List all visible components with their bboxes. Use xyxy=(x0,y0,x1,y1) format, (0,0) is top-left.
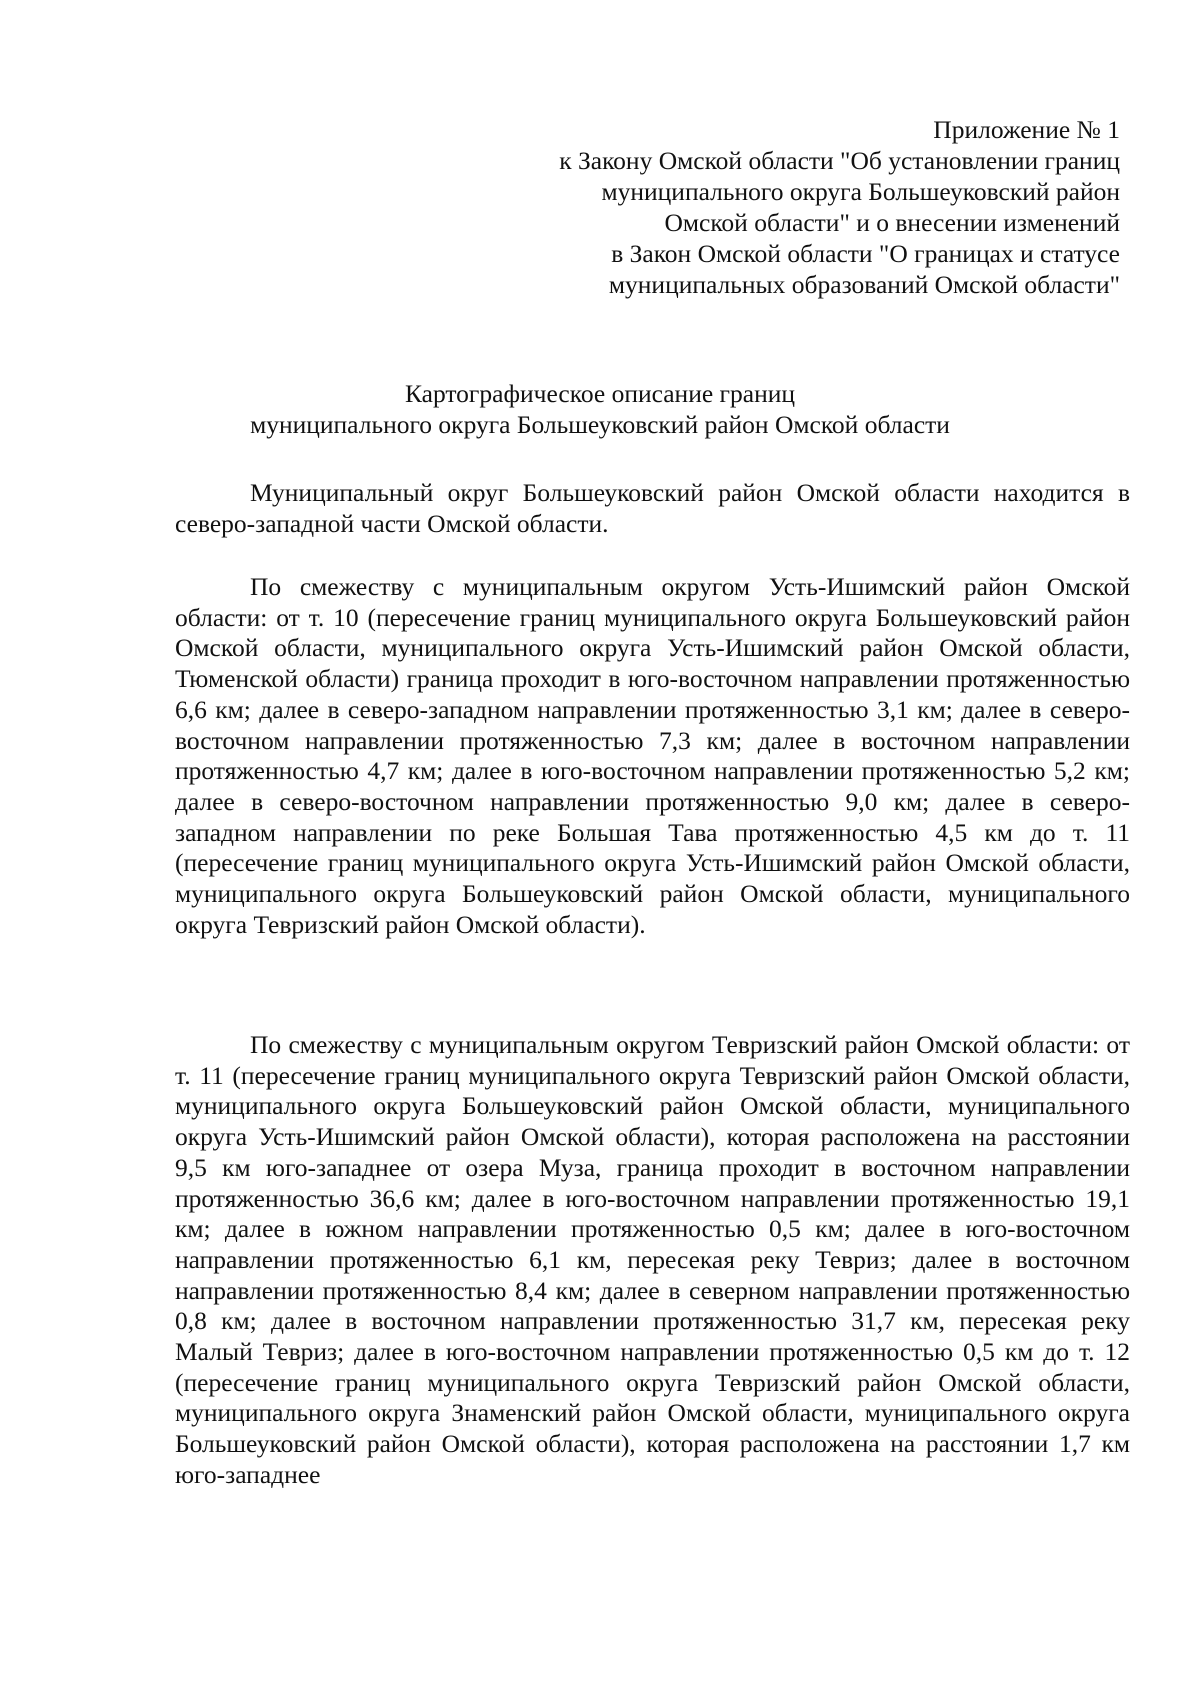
appendix-line: Омской области" и о внесении изменений xyxy=(664,208,1120,237)
title-line-1: Картографическое описание границ xyxy=(404,379,796,408)
paragraph-location: Муниципальный округ Большеуковский район Омской области находится в северо-западной части Омской области. xyxy=(175,478,1130,538)
paragraph-tevriz-border: По смежеству с муниципальным округом Тевризский район Омской области: от т. 11 (пересечение границ муниципального округа Тевризский район Омской области, муниципального округа Большеуковский район Омской области, муниципального округа Усть-Ишимский район Омской области), которая расположена на расстоянии 9,5 км юго-западнее от озера Муза, граница проходит в восточном направлении протяженностью 36,6 км; далее в юго-восточном направлении протяженностью 19,1 км; далее в южном направлении протяженностью 0,5 км; далее в юго-восточном направлении протяженностью 6,1 км, пересекая реку Тевриз; далее в восточном направлении протяженностью 8,4 км; далее в северном направлении протяженностью 0,8 км; далее в восточном направлении протяженностью 31,7 км, пересекая реку Малый Тевриз; далее в юго-восточном направлении протяженностью 0,5 км до т. 12 (пересечение границ муниципального округа Тевризский район Омской области, муниципального округа Знаменский район Омской области, муниципального округа Большеуковский район Омской области), которая расположена на расстоянии 1,7 км юго-западнее xyxy=(175,1030,1130,1489)
appendix-header xyxy=(559,114,1120,300)
paragraph-ust-ishim-border: По смежеству с муниципальным округом Усть-Ишимский район Омской области: от т. 10 (пересечение границ муниципального округа Большеуковский район Омской области, муниципального округа Усть-Ишимский район Омской области, Тюменской области) граница проходит в юго-восточном направлении протяженностью 6,6 км; далее в северо-западном направлении протяженностью 3,1 км; далее в северо-восточном направлении протяженностью 7,3 км; далее в восточном направлении протяженностью 4,7 км; далее в юго-восточном направлении протяженностью 5,2 км; далее в северо-восточном направлении протяженностью 9,0 км; далее в северо-западном направлении по реке Большая Тава протяженностью 4,5 км до т. 11 (пересечение границ муниципального округа Усть-Ишимский район Омской области, муниципального округа Большеуковский район Омской области, муниципального округа Тевризский район Омской области). xyxy=(175,572,1130,939)
appendix-line: в Закон Омской области "О границах и статусе xyxy=(611,239,1120,268)
appendix-line: муниципального округа Большеуковский район xyxy=(601,177,1120,206)
appendix-line: муниципальных образований Омской области" xyxy=(608,270,1120,299)
document-title xyxy=(0,378,1200,440)
title-line-2: муниципального округа Большеуковский район Омской области xyxy=(250,410,950,439)
appendix-line: Приложение № 1 xyxy=(933,115,1120,144)
appendix-line: к Закону Омской области "Об установлении границ xyxy=(559,146,1120,175)
